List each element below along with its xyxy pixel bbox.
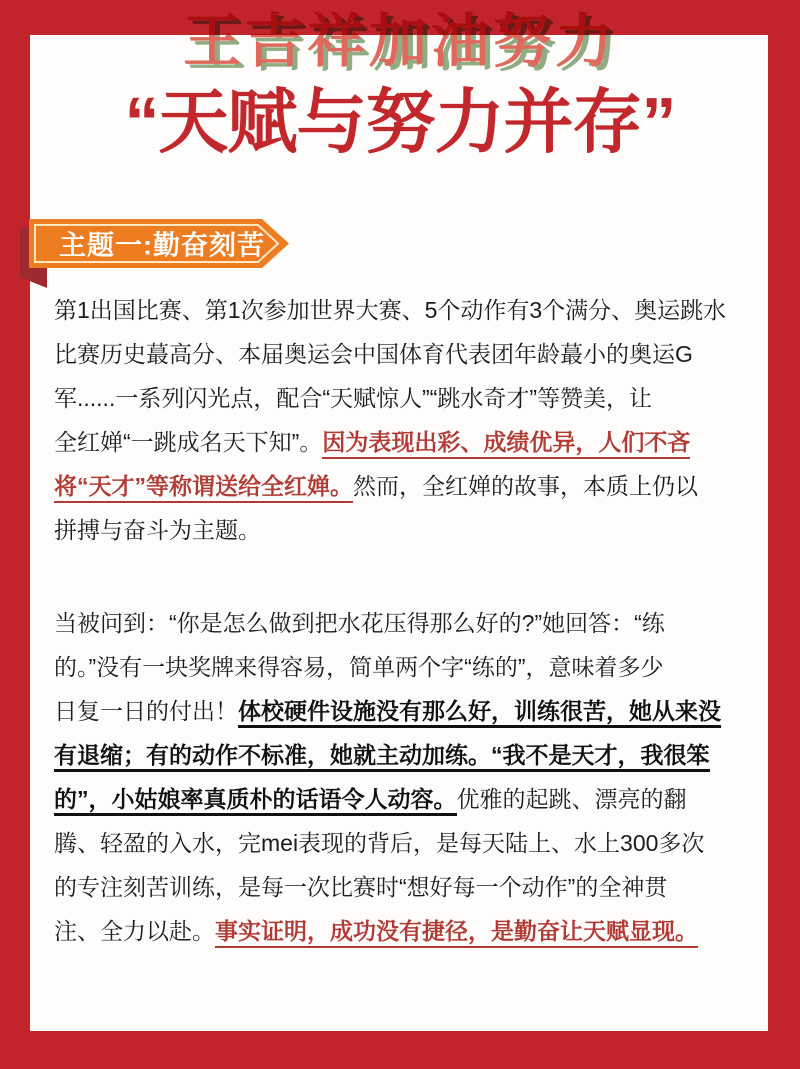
highlight-bold-segment: 有退缩；有的动作不标准，她就主动加练。“我不是天才，我很笨: [54, 742, 710, 772]
text-segment: 注、全力以赴。: [54, 918, 215, 944]
text-line: [54, 601, 754, 645]
text-segment: 拼搏与奋斗为主题。: [54, 517, 261, 543]
highlight-bold-segment: 体校硬件设施没有那么好，训练很苦，她从来没: [238, 698, 721, 728]
text-segment: 军......一系列闪光点，配合“天赋惊人”“跳水奇才”等赞美，让: [54, 385, 652, 411]
theme-badge: [29, 219, 289, 268]
highlight-red-segment: 事实证明，成功没有捷径，是勤奋让天赋显现。: [215, 918, 698, 948]
highlight-red-segment: 因为表现出彩、成绩优异，人们不吝: [322, 429, 690, 459]
text-line: [54, 464, 754, 508]
text-segment: 日复一日的付出！: [54, 698, 238, 724]
text-line: [54, 420, 754, 464]
text-line: [54, 821, 754, 865]
text-line: [54, 645, 754, 689]
paragraph-training: [54, 601, 754, 953]
text-segment: 优雅的起跳、漂亮的翻: [456, 786, 687, 812]
highlight-red-segment: 将“天才”等称谓送给全红婵。: [54, 473, 353, 503]
watermark-text: 王吉祥加油努力: [182, 9, 617, 74]
text-line: [54, 332, 754, 376]
text-segment: 的。”没有一块奖牌来得容易，简单两个字“练的”，意味着多少: [54, 654, 664, 680]
text-line: [54, 777, 754, 821]
text-segment: 全红婵“一跳成名天下知”。: [54, 429, 323, 455]
theme-badge-label: 主题一:勤奋刻苦: [59, 230, 265, 261]
highlight-bold-segment: 的”，小姑娘率真质朴的话语令人动容。: [54, 786, 457, 816]
text-segment: 然而，全红婵的故事，本质上仍以: [353, 473, 698, 499]
text-segment: 比赛历史蕞高分、本届奥运会中国体育代表团年龄蕞小的奥运G: [54, 341, 693, 367]
paragraph-intro: [54, 288, 754, 552]
text-line: [54, 508, 754, 552]
text-line: [54, 689, 754, 733]
text-segment: 当被问到：“你是怎么做到把水花压得那么好的?”她回答：“练: [54, 610, 665, 636]
text-line: [54, 865, 754, 909]
text-line: [54, 376, 754, 420]
text-line: [54, 733, 754, 777]
text-line: [54, 288, 754, 332]
text-segment: 腾、轻盈的入水，完mei表现的背后，是每天陆上、水上300多次: [54, 830, 705, 856]
article-body: [54, 288, 754, 953]
text-segment: 第1出国比赛、第1次参加世界大赛、5个动作有3个满分、奥运跳水: [54, 297, 727, 323]
text-line: [54, 909, 754, 953]
text-segment: 的专注刻苦训练，是每一次比赛时“想好每一个动作”的全神贯: [54, 874, 668, 900]
page-title: “天赋与努力并存”: [124, 83, 676, 161]
